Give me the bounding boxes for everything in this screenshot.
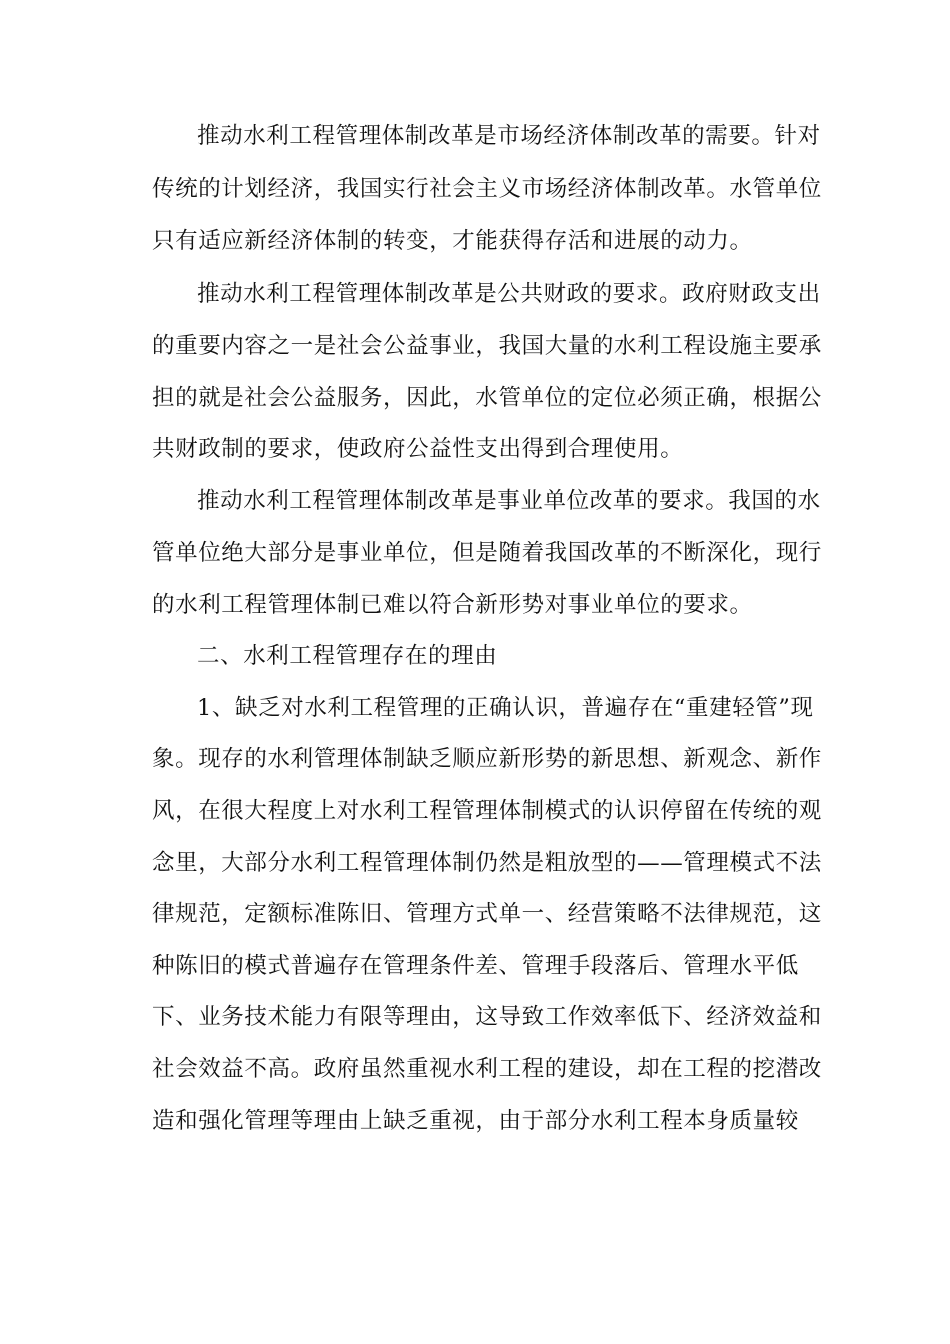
paragraph-2-line-4: 共财政制的要求，使政府公益性支出得到合理使用。 bbox=[152, 436, 684, 462]
paragraph-4-line-1: 1、缺乏对水利工程管理的正确认识，普遍存在“重建轻管”现 bbox=[197, 695, 814, 721]
paragraph-3-line-2: 管单位绝大部分是事业单位，但是随着我国改革的不断深化，现行 bbox=[152, 540, 822, 566]
paragraph-3-line-3: 的水利工程管理体制已难以符合新形势对事业单位的要求。 bbox=[152, 592, 753, 618]
paragraph-2-line-3: 担的就是社会公益服务，因此，水管单位的定位必须正确，根据公 bbox=[152, 385, 822, 411]
paragraph-4-line-3: 风，在很大程度上对水利工程管理体制模式的认识停留在传统的观 bbox=[152, 798, 822, 824]
paragraph-1-line-1: 推动水利工程管理体制改革是市场经济体制改革的需要。针对 bbox=[197, 123, 821, 149]
paragraph-1-line-2: 传统的计划经济，我国实行社会主义市场经济体制改革。水管单位 bbox=[152, 176, 822, 202]
paragraph-4-line-8: 社会效益不高。政府虽然重视水利工程的建设，却在工程的挖潜改 bbox=[152, 1056, 822, 1082]
paragraph-4-line-9: 造和强化管理等理由上缺乏重视，由于部分水利工程本身质量较 bbox=[152, 1108, 799, 1134]
paragraph-4-line-7: 下、业务技术能力有限等理由，这导致工作效率低下、经济效益和 bbox=[152, 1004, 822, 1030]
paragraph-2-line-1: 推动水利工程管理体制改革是公共财政的要求。政府财政支出 bbox=[197, 281, 821, 307]
paragraph-4-line-5: 律规范，定额标准陈旧、管理方式单一、经营策略不法律规范，这 bbox=[152, 901, 822, 927]
paragraph-4-line-6: 种陈旧的模式普遍存在管理条件差、管理手段落后、管理水平低 bbox=[152, 953, 799, 979]
paragraph-1-line-3: 只有适应新经济体制的转变，才能获得存活和进展的动力。 bbox=[152, 228, 753, 254]
paragraph-2-line-2: 的重要内容之一是社会公益事业，我国大量的水利工程设施主要承 bbox=[152, 333, 822, 359]
paragraph-4-line-2: 象。现存的水利管理体制缺乏顺应新形势的新思想、新观念、新作 bbox=[152, 746, 822, 772]
paragraph-3-line-1: 推动水利工程管理体制改革是事业单位改革的要求。我国的水 bbox=[197, 488, 821, 514]
section-heading: 二、水利工程管理存在的理由 bbox=[197, 643, 498, 669]
paragraph-4-line-4: 念里，大部分水利工程管理体制仍然是粗放型的——管理模式不法 bbox=[152, 850, 822, 876]
